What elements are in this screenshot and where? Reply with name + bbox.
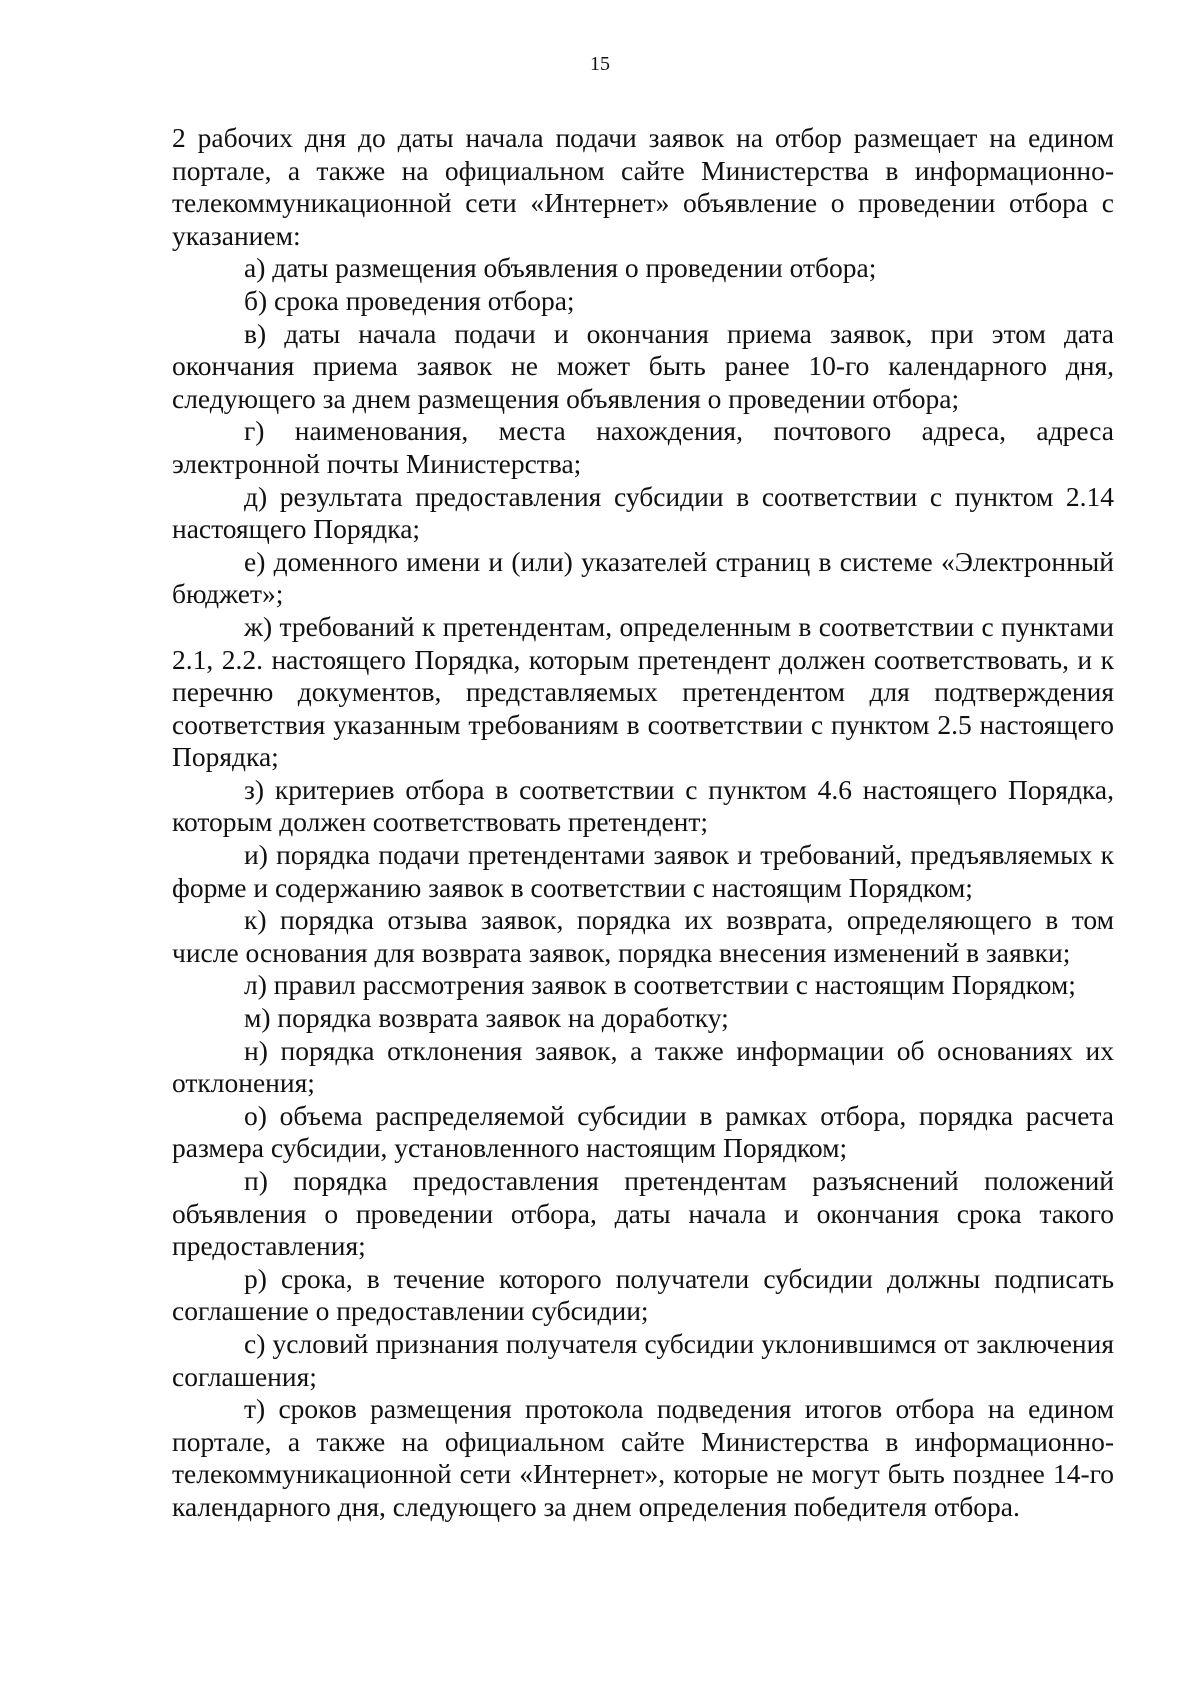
list-item-d: д) результата предоставления субсидии в соответствии с пунктом 2.14 настоящего Порядка; <box>172 480 1114 545</box>
list-item-v: в) даты начала подачи и окончания приема заявок, при этом дата окончания приема заявок не может быть ранее 10-го календарного дня, следующего за днем размещения объявления о проведении отбора; <box>172 317 1114 414</box>
page-number: 15 <box>590 53 610 75</box>
document-body <box>172 122 1114 1524</box>
list-item-l: л) правил рассмотрения заявок в соответствии с настоящим Порядком; <box>244 969 1076 1001</box>
list-item-s: с) условий признания получателя субсидии уклонившимся от заключения соглашения; <box>172 1327 1114 1392</box>
list-item-a: а) даты размещения объявления о проведении отбора; <box>244 252 877 284</box>
list-item-p: п) порядка предоставления претендентам разъяснений положений объявления о проведении отбора, даты начала и окончания срока такого предоставления; <box>172 1165 1114 1262</box>
list-item-g: г) наименования, места нахождения, почтового адреса, адреса электронной почты Министерства; <box>172 415 1114 479</box>
list-item-i: и) порядка подачи претендентами заявок и требований, предъявляемых к форме и содержанию заявок в соответствии с настоящим Порядком; <box>172 839 1114 903</box>
list-item-b: б) срока проведения отбора; <box>244 284 575 316</box>
list-item-e: е) доменного имени и (или) указателей страниц в системе «Электронный бюджет»; <box>172 545 1114 610</box>
list-item-zh: ж) требований к претендентам, определенным в соответствии с пунктами 2.1, 2.2. настоящего Порядка, которым претендент должен соответствовать, и к перечню документов, представляемых претендентом для подтверждения соответствия указанным требованиям в соответствии с пунктом 2.5 настоящего Порядка; <box>172 610 1114 773</box>
list-item-t: т) сроков размещения протокола подведения итогов отбора на едином портале, а также на официальном сайте Министерства в информационно-телекоммуникационной сети «Интернет», которые не могут быть позднее 14-го календарного дня, следующего за днем определения победителя отбора. <box>172 1393 1114 1522</box>
list-item-n: н) порядка отклонения заявок, а также информации об основаниях их отклонения; <box>172 1034 1114 1099</box>
intro-paragraph: 2 рабочих дня до даты начала подачи заявок на отбор размещает на едином портале, а также на официальном сайте Министерства в информационно-телекоммуникационной сети «Интернет» объявление о проведении отбора с указанием: <box>172 122 1114 251</box>
list-item-m: м) порядка возврата заявок на доработку; <box>244 1002 729 1034</box>
list-item-r: р) срока, в течение которого получатели субсидии должны подписать соглашение о предоставлении субсидии; <box>172 1262 1114 1327</box>
list-item-o: о) объема распределяемой субсидии в рамках отбора, порядка расчета размера субсидии, установленного настоящим Порядком; <box>172 1099 1114 1164</box>
list-item-k: к) порядка отзыва заявок, порядка их возврата, определяющего в том числе основания для возврата заявок, порядка внесения изменений в заявки; <box>172 904 1114 968</box>
list-item-z: з) критериев отбора в соответствии с пунктом 4.6 настоящего Порядка, которым должен соответствовать претендент; <box>172 773 1114 838</box>
